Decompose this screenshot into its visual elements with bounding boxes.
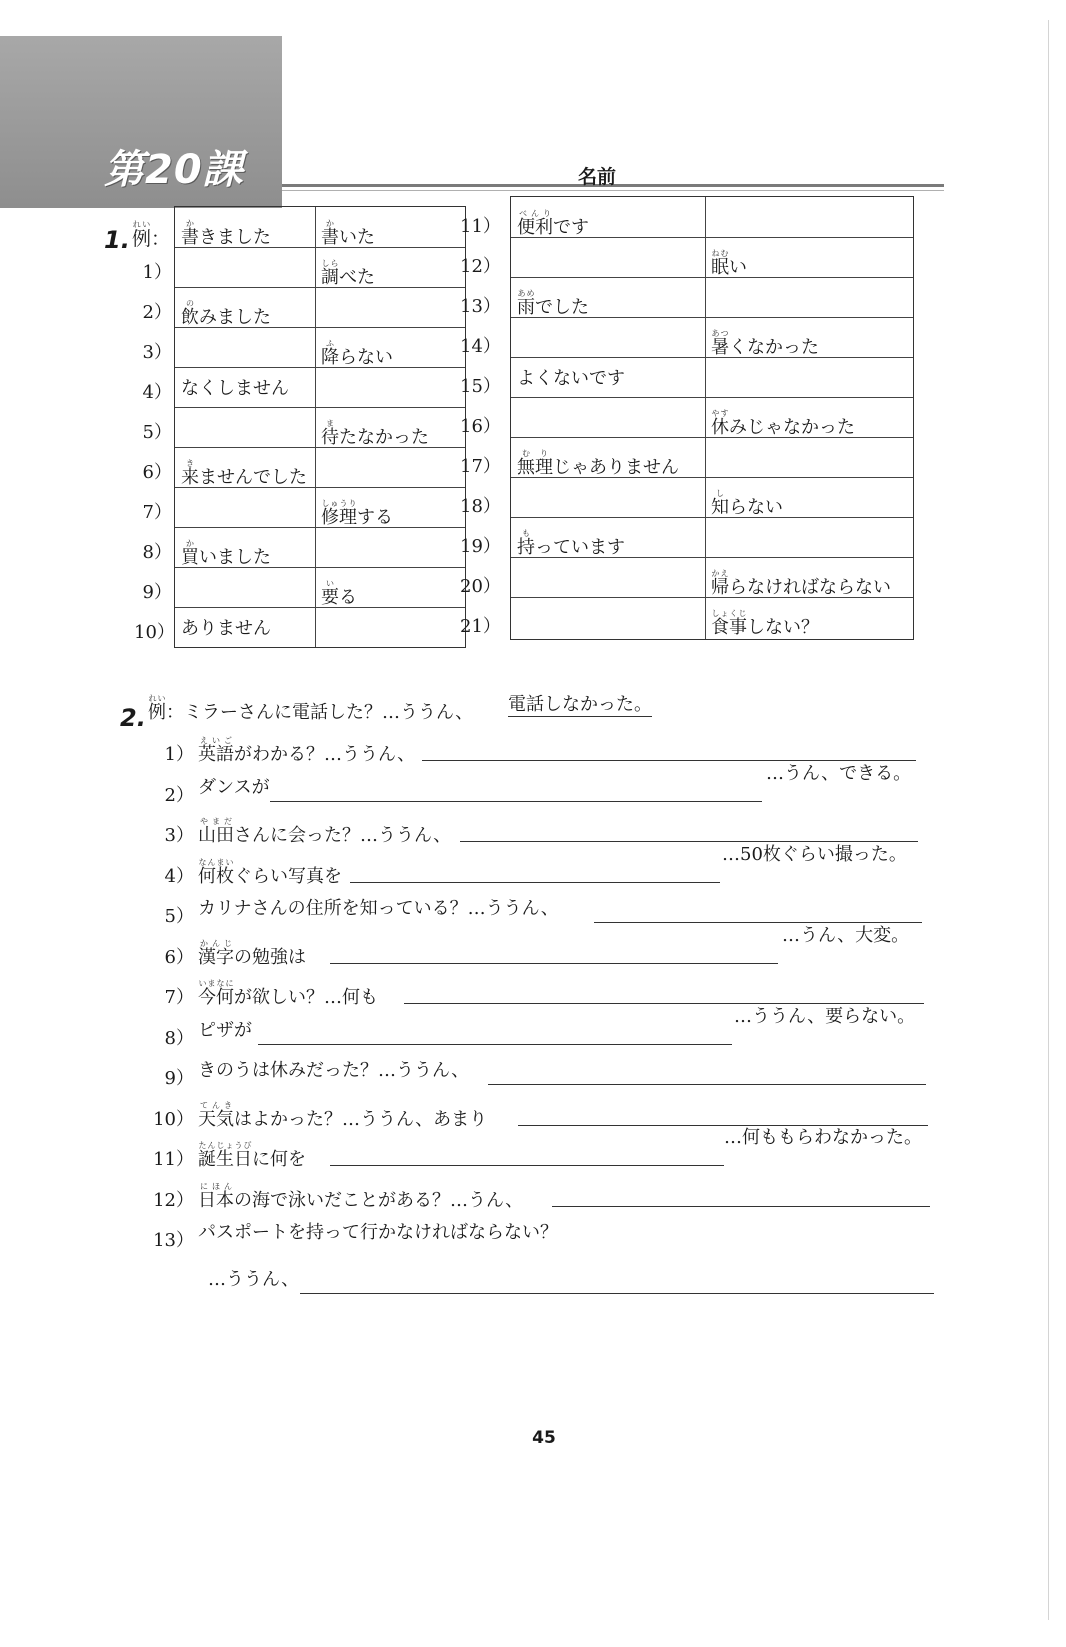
answer-blank[interactable] xyxy=(513,479,703,515)
table-cell-given: 書かいた xyxy=(321,219,375,248)
table-row-line xyxy=(511,477,913,478)
answer-blank[interactable] xyxy=(177,329,313,365)
table-cell-given: 調しらべた xyxy=(321,259,375,288)
answer-line[interactable] xyxy=(460,841,918,842)
answer-line[interactable] xyxy=(330,1165,724,1166)
answer-line[interactable] xyxy=(594,922,922,923)
table-cell-given: 眠ねむい xyxy=(711,249,747,278)
answer-line[interactable] xyxy=(330,963,778,964)
row-number: 10） xyxy=(134,622,175,643)
table-row-line xyxy=(511,277,913,278)
table-row-line xyxy=(511,437,913,438)
question-number: 1） xyxy=(164,744,194,765)
question-text: 山田やまださんに会った？…ううん、 xyxy=(198,817,452,846)
section2-number: 2. xyxy=(120,704,146,732)
page-number: 45 xyxy=(532,1428,556,1448)
table-cell-given: 待またなかった xyxy=(321,419,429,448)
table-row-line xyxy=(511,557,913,558)
answer-tail-text: …うん、大変。 xyxy=(782,924,910,946)
row-number: 9） xyxy=(142,582,172,603)
row-number: 12） xyxy=(460,256,501,277)
row-number: 8） xyxy=(142,542,172,563)
answer-blank[interactable] xyxy=(177,249,313,285)
table-row-line xyxy=(175,607,465,608)
answer-blank[interactable] xyxy=(317,449,463,485)
section2-example-question: 例れい：ミラーさんに電話した？…ううん、 xyxy=(148,694,474,723)
table-cell-given: 持もっています xyxy=(517,529,625,558)
answer-tail-text: …ううん、要らない。 xyxy=(734,1005,916,1027)
answer-line[interactable] xyxy=(422,760,916,761)
table-row-line xyxy=(175,447,465,448)
header-rule-thin xyxy=(282,190,944,191)
answer-blank[interactable] xyxy=(707,359,911,395)
answer-blank[interactable] xyxy=(317,609,463,645)
answer-blank[interactable] xyxy=(707,279,911,315)
answer-line[interactable] xyxy=(518,1125,928,1126)
name-label: 名前 xyxy=(578,166,617,188)
table-cell-given: よくないです xyxy=(517,368,625,389)
table-cell-given: 要いる xyxy=(321,579,357,608)
answer-blank[interactable] xyxy=(513,319,703,355)
table-cell-given: 帰かえらなければならない xyxy=(711,569,891,598)
question-number: 11） xyxy=(153,1149,194,1170)
answer-blank[interactable] xyxy=(513,559,703,595)
answer-blank[interactable] xyxy=(317,369,463,405)
question-number: 10） xyxy=(153,1108,194,1130)
answer-line[interactable] xyxy=(404,1003,924,1004)
table-cell-given: 来きませんでした xyxy=(181,459,307,488)
row-number: 13） xyxy=(460,296,501,317)
answer-blank[interactable] xyxy=(317,289,463,325)
question-text: 天気てんきはよかった？…ううん、あまり xyxy=(198,1100,488,1130)
row-number: 19） xyxy=(460,536,501,557)
question-text: パスポートを持って行かなければならない？ xyxy=(198,1222,558,1243)
row-number: 6） xyxy=(142,462,172,483)
question-text: きのうは休みだった？…ううん、 xyxy=(198,1060,470,1081)
table-cell-given: 買かいました xyxy=(181,539,271,568)
table-row-line xyxy=(175,367,465,368)
table-row-line xyxy=(175,567,465,568)
answer-blank[interactable] xyxy=(317,529,463,565)
answer-tail-text: …うん、できる。 xyxy=(766,762,912,784)
question-text: 何枚なんまいぐらい写真を xyxy=(198,857,342,887)
lesson-title: 第20課 xyxy=(104,147,244,193)
table-row-line xyxy=(175,487,465,488)
answer-blank[interactable] xyxy=(707,439,911,475)
table-row-line xyxy=(175,247,465,248)
question-number: 3） xyxy=(164,825,194,846)
question-number: 7） xyxy=(164,987,194,1008)
question-text: 日本にほんの海で泳いだことがある？…うん、 xyxy=(198,1181,524,1211)
answer-line[interactable] xyxy=(300,1293,934,1294)
answer-blank[interactable] xyxy=(513,599,703,635)
table-divider xyxy=(315,207,316,647)
row-number: 1） xyxy=(142,262,172,283)
page-edge-line xyxy=(1048,20,1049,1620)
section1-number: 1. xyxy=(104,226,130,254)
row-number: 18） xyxy=(460,496,501,517)
question-text: ダンスが xyxy=(198,776,270,798)
question-text: 誕生日たんじょうびに何を xyxy=(198,1141,306,1170)
table-row-line xyxy=(175,527,465,528)
answer-line[interactable] xyxy=(350,882,720,883)
table-row-line xyxy=(511,317,913,318)
section1-example-label: 例れい： xyxy=(132,220,171,250)
table-cell-given: 書かきました xyxy=(181,219,271,248)
row-number: 4） xyxy=(142,382,172,403)
answer-line[interactable] xyxy=(258,1044,732,1045)
row-number: 17） xyxy=(460,456,501,477)
question-number: 5） xyxy=(164,906,194,927)
table-row-line xyxy=(511,597,913,598)
table-cell-given: 飲のみました xyxy=(181,299,271,328)
table-cell-given: 修理しゅうりする xyxy=(321,499,393,528)
answer-blank[interactable] xyxy=(707,519,911,555)
answer-blank[interactable] xyxy=(177,569,313,605)
row-number: 11） xyxy=(460,216,501,237)
question-number: 6） xyxy=(164,946,194,968)
question-text: カリナさんの住所を知っている？…ううん、 xyxy=(198,898,559,919)
table-divider xyxy=(705,197,706,639)
question-text: 今何いまなにが欲しい？…何も xyxy=(198,979,378,1008)
answer-blank[interactable] xyxy=(177,409,313,445)
section2-example-answer: 電話しなかった。 xyxy=(508,694,652,715)
answer-line[interactable] xyxy=(552,1206,930,1207)
row-number: 20） xyxy=(460,576,501,597)
table-cell-given: 雨あめでした xyxy=(517,289,589,318)
table-row-line xyxy=(175,327,465,328)
question-number: 8） xyxy=(164,1027,194,1049)
answer-line[interactable] xyxy=(270,801,762,802)
table-cell-given: 無理むりじゃありません xyxy=(517,449,679,478)
row-number: 21） xyxy=(460,616,501,637)
answer-tail-text: …50枚ぐらい撮った。 xyxy=(722,843,907,865)
question-text: ピザが xyxy=(198,1019,252,1041)
question-number: 9） xyxy=(164,1068,194,1089)
answer-blank[interactable] xyxy=(513,239,703,275)
conjugation-table-right xyxy=(510,196,914,640)
table-row-line xyxy=(511,237,913,238)
row-number: 7） xyxy=(142,502,172,523)
table-cell-given: 便利べんりです xyxy=(517,209,589,238)
answer-blank[interactable] xyxy=(513,399,703,435)
row-number: 14） xyxy=(460,336,501,357)
row-number: 15） xyxy=(460,376,501,397)
conjugation-table-left xyxy=(174,206,466,648)
table-cell-given: ありません xyxy=(181,618,271,639)
answer-blank[interactable] xyxy=(177,489,313,525)
question-text: …ううん、 xyxy=(208,1268,300,1290)
question-number: 12） xyxy=(153,1189,194,1211)
table-row-line xyxy=(511,397,913,398)
table-cell-given: 食事しょくじしない？ xyxy=(711,609,819,638)
table-row-line xyxy=(175,407,465,408)
row-number: 2） xyxy=(142,302,172,323)
question-text: 漢字かんじの勉強は xyxy=(198,938,306,968)
row-number: 3） xyxy=(142,342,172,363)
answer-blank[interactable] xyxy=(707,199,911,235)
row-number: 5） xyxy=(142,422,172,443)
table-row-line xyxy=(511,357,913,358)
table-cell-given: 知しらない xyxy=(711,489,783,518)
table-cell-given: なくしません xyxy=(181,378,289,399)
table-cell-given: 降ふらない xyxy=(321,339,393,368)
question-number: 4） xyxy=(164,865,194,887)
table-cell-given: 暑あつくなかった xyxy=(711,329,819,358)
question-number: 2） xyxy=(164,784,194,806)
table-cell-given: 休やすみじゃなかった xyxy=(711,409,855,438)
table-row-line xyxy=(511,517,913,518)
answer-line[interactable] xyxy=(488,1084,926,1085)
answer-tail-text: …何ももらわなかった。 xyxy=(724,1127,922,1148)
table-row-line xyxy=(175,287,465,288)
question-text: 英語えいごがわかる？…ううん、 xyxy=(198,736,416,765)
question-number: 13） xyxy=(153,1230,194,1251)
row-number: 16） xyxy=(460,416,501,437)
